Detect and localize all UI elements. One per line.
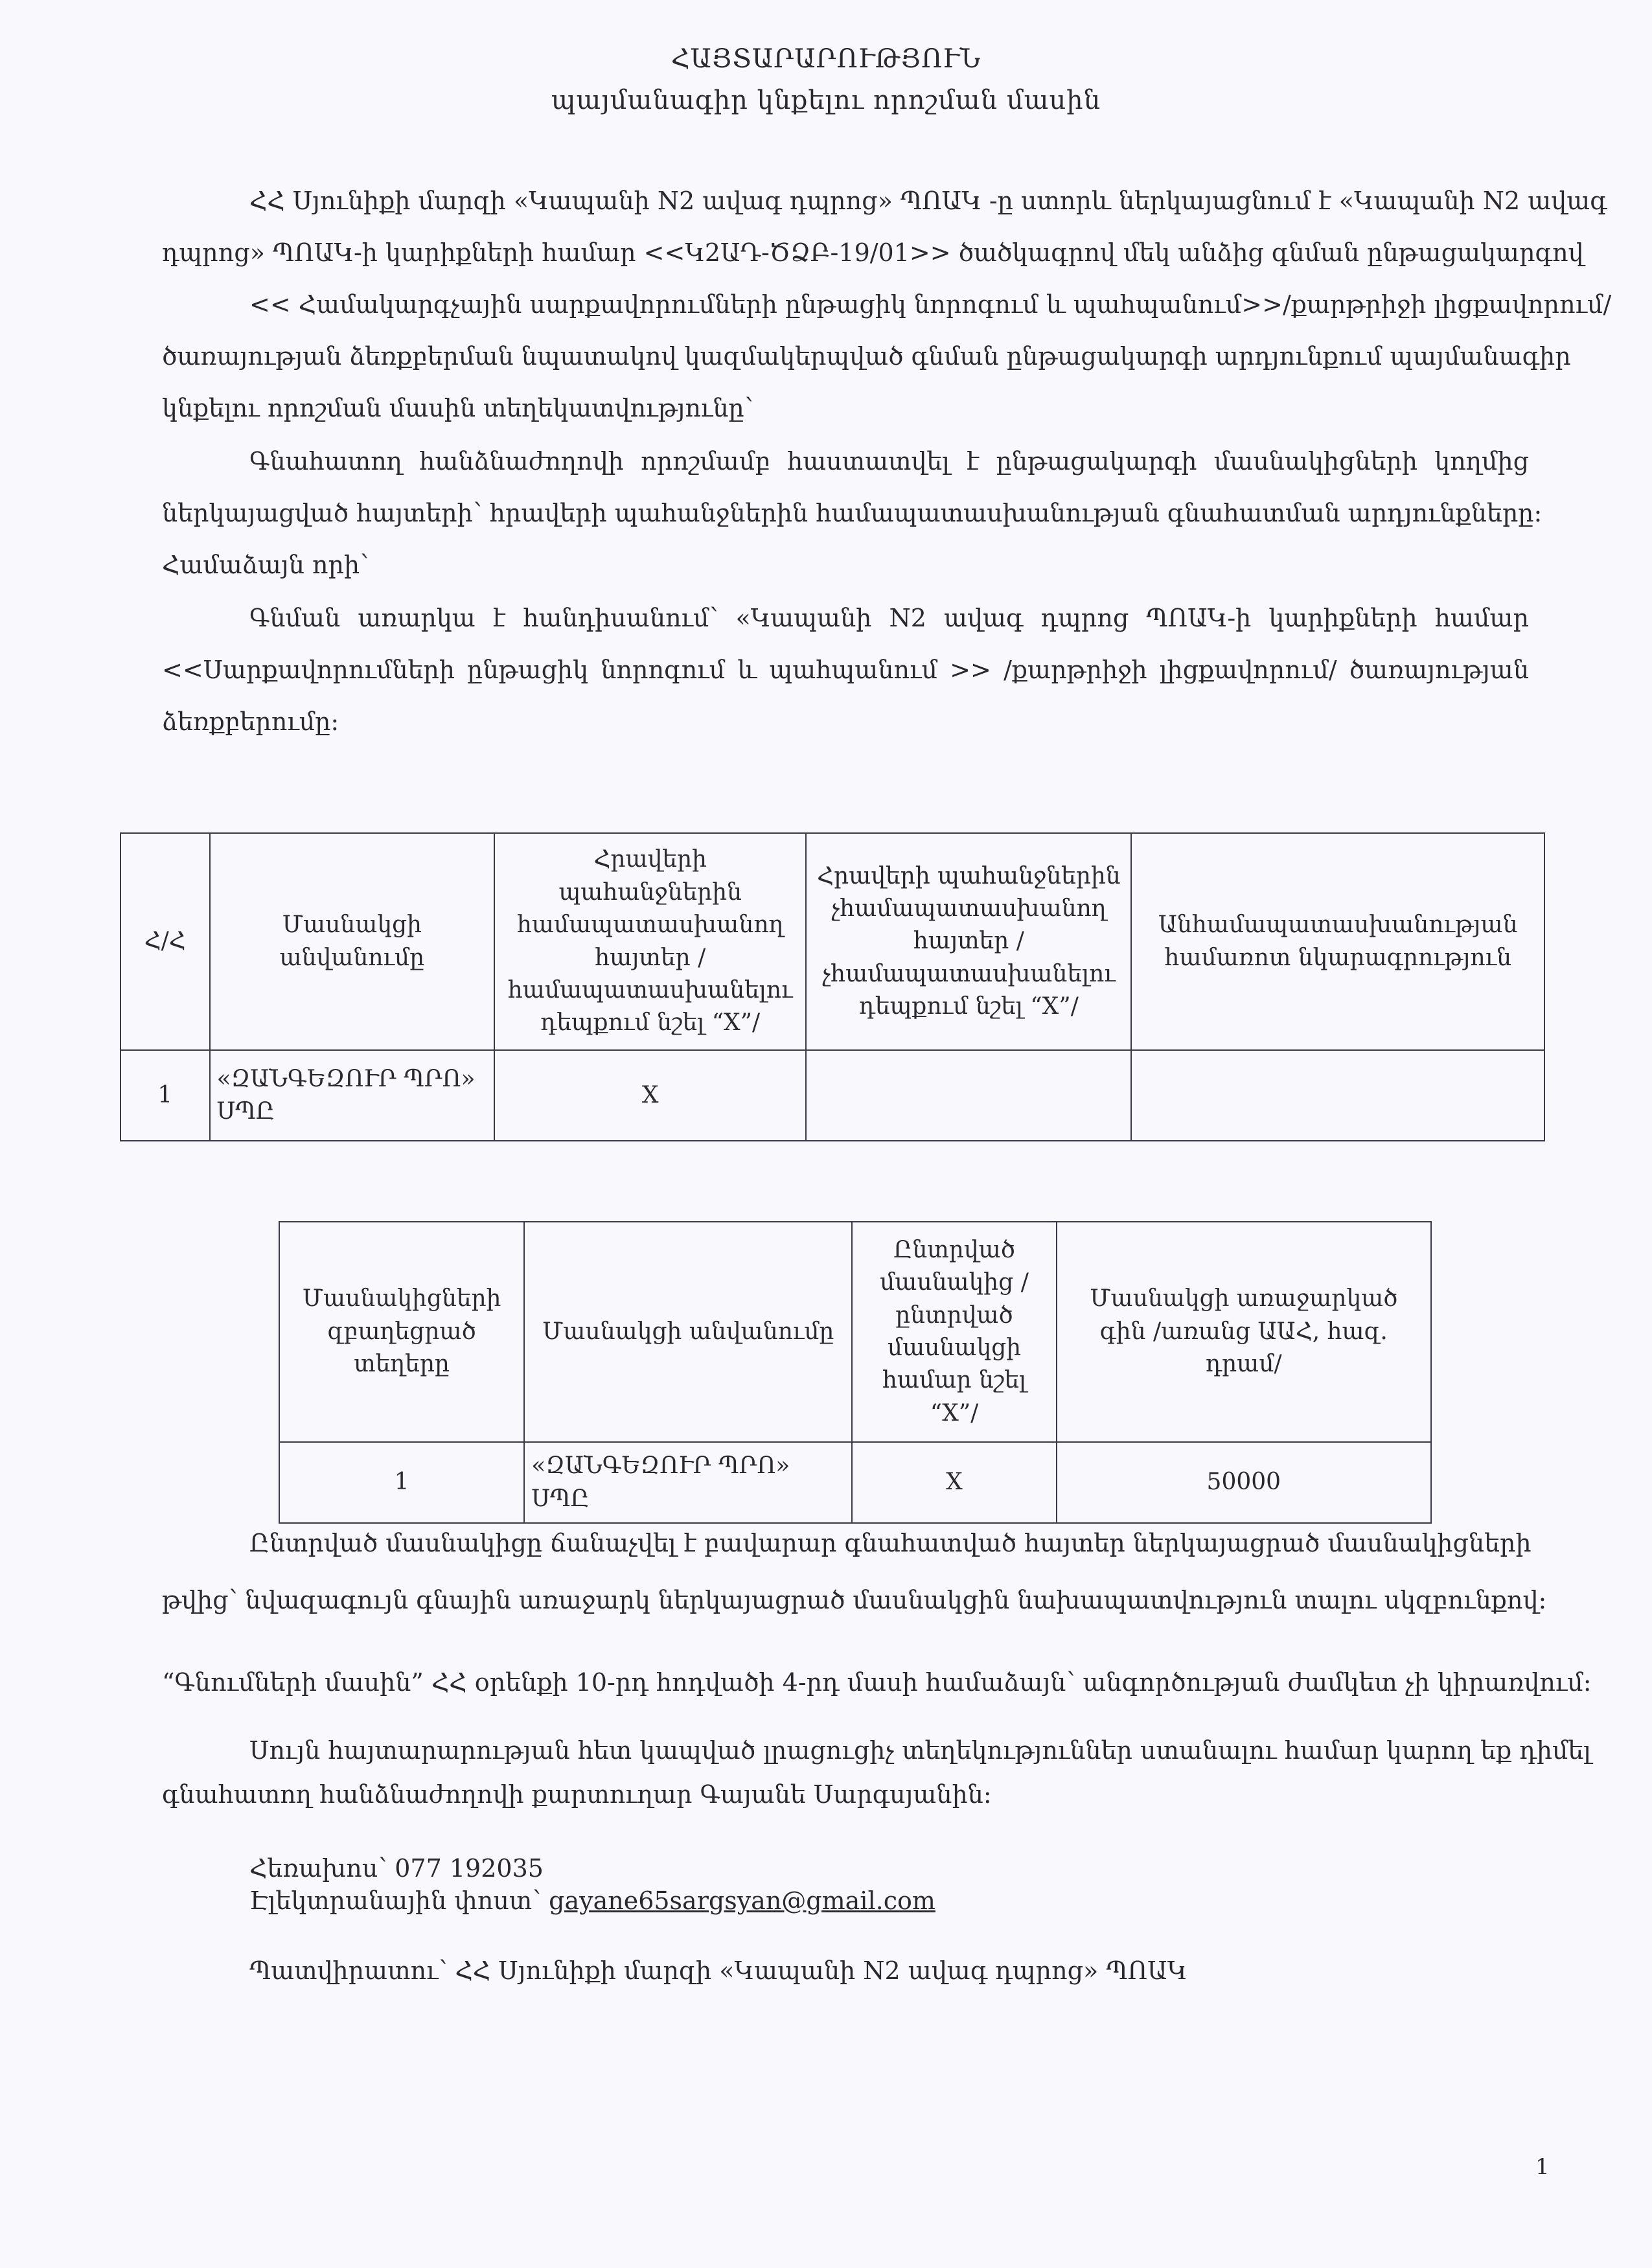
phone-number: 077 192035: [395, 1854, 544, 1883]
page-number: 1: [1535, 2154, 1550, 2180]
paragraph-1-line-5: կնքելու որոշման մասին տեղեկատվությունը՝: [162, 394, 753, 422]
email-label: Էլեկտրանային փոստ՝: [249, 1886, 542, 1915]
paragraph-5: “Գնումների մասին” ՀՀ օրենքի 10-րդ հոդվածի 4-րդ մասի համաձայն՝ անգործության ժամկետ չի կիրառվում:: [162, 1668, 1592, 1697]
row-selected-mark: X: [852, 1442, 1056, 1523]
row-number: 1: [120, 1050, 210, 1141]
table-row: [120, 1050, 1544, 1141]
header-price: Մասնակցի առաջարկած գին /առանց ԱԱՀ, հազ. դրամ/: [1057, 1222, 1431, 1442]
phone-line: [249, 1854, 544, 1883]
ranking-table: [279, 1221, 1432, 1524]
paragraph-3-line-3: ձեռքբերումը:: [162, 707, 339, 736]
document-subtitle: պայմանագիր կնքելու որոշման մասին: [551, 86, 1101, 115]
paragraph-2-line-3: Համաձայն որի՝: [162, 551, 369, 579]
phone-label: Հեռախոս՝: [249, 1854, 387, 1883]
ranking-table-header-row: [279, 1222, 1431, 1442]
header-number: Հ/Հ: [120, 833, 210, 1050]
header-place: Մասնակիցների զբաղեցրած տեղերը: [279, 1222, 524, 1442]
email-line: [249, 1886, 935, 1915]
row-participant-name: «ԶԱՆԳԵԶՈՒՐ ՊՐՈ» ՍՊԸ: [210, 1050, 495, 1141]
row-noncompliant-mark: [806, 1050, 1131, 1141]
email-link[interactable]: gayane65sargsyan@gmail.com: [549, 1886, 935, 1915]
row-place: 1: [279, 1442, 524, 1523]
evaluation-table: [120, 832, 1545, 1141]
paragraph-1-line-1: ՀՀ Սյունիքի մարզի «Կապանի N2 ավագ դպրոց» ՊՈԱԿ -ը ստորև ներկայացնում է «Կապանի N2 ավագ: [249, 187, 1607, 215]
header-noncompliant: Հրավերի պահանջներին չհամապատասխանող հայտեր /չհամապատասխանելու դեպքում նշել “X”/: [806, 833, 1131, 1050]
header-selected: Ընտրված մասնակից /ընտրված մասնակցի համար նշել “X”/: [852, 1222, 1056, 1442]
paragraph-2-line-2: ներկայացված հայտերի՝ հրավերի պահանջներին համապատասխանության գնահատման արդյունքները:: [162, 499, 1543, 527]
paragraph-1-line-2: դպրոց» ՊՈԱԿ-ի կարիքների համար <<Կ2ԱԴ-ԾՁԲ-19/01>> ծածկագրով մեկ անձից գնման ընթացակարգով: [162, 238, 1584, 267]
table-row: [279, 1442, 1431, 1523]
paragraph-6-line-2: գնահատող հանձնաժողովի քարտուղար Գայանե Սարգսյանին:: [162, 1780, 992, 1809]
evaluation-table-header-row: [120, 833, 1544, 1050]
row-price: 50000: [1057, 1442, 1431, 1523]
row-compliant-mark: X: [494, 1050, 806, 1141]
paragraph-2-line-1: Գնահատող հանձնաժողովի որոշմամբ հաստատվել է ընթացակարգի մասնակիցների կողմից: [249, 447, 1529, 475]
header-compliant: Հրավերի պահանջներին համապատասխանող հայտեր /համապատասխանելու դեպքում նշել “X”/: [494, 833, 806, 1050]
paragraph-4-line-1: Ընտրված մասնակիցը ճանաչվել է բավարար գնահատված հայտեր ներկայացրած մասնակիցների: [249, 1529, 1532, 1557]
paragraph-3-line-2: <<Սարքավորումների ընթացիկ նորոգում և պահպանում >> /քարթրիջի լիցքավորում/ ծառայության: [162, 656, 1529, 684]
row-participant-name: «ԶԱՆԳԵԶՈՒՐ ՊՐՈ» ՍՊԸ: [524, 1442, 852, 1523]
client-line: Պատվիրատու՝ ՀՀ Սյունիքի մարզի «Կապանի N2 ավագ դպրոց» ՊՈԱԿ: [249, 1956, 1187, 1985]
header-noncompliance-description: Անհամապատասխանության համառոտ նկարագրություն: [1131, 833, 1544, 1050]
header-participant-name: Մասնակցի անվանումը: [210, 833, 495, 1050]
paragraph-1-line-4: ծառայության ձեռքբերման նպատակով կազմակերպված գնման ընթացակարգի արդյունքում պայմանագիր: [162, 342, 1571, 371]
paragraph-6-line-1: Սույն հայտարարության հետ կապված լրացուցիչ տեղեկություններ ստանալու համար կարող եք դիմել: [249, 1736, 1591, 1765]
row-description: [1131, 1050, 1544, 1141]
document-title: ՀԱՅՏԱՐԱՐՈՒԹՅՈՒՆ: [671, 44, 981, 74]
paragraph-4-line-2: թվից՝ նվազագույն գնային առաջարկ ներկայացրած մասնակցին նախապատվություն տալու սկզբունքով:: [162, 1586, 1547, 1614]
paragraph-1-line-3: << Համակարգչային սարքավորումների ընթացիկ նորոգում և պահպանում>>/քարթրիջի լիցքավորում/: [249, 290, 1612, 319]
header-participant-name: Մասնակցի անվանումը: [524, 1222, 852, 1442]
paragraph-3-line-1: Գնման առարկա է հանդիսանում՝ «Կապանի N2 ավագ դպրոց ՊՈԱԿ-ի կարիքների համար: [249, 604, 1529, 632]
